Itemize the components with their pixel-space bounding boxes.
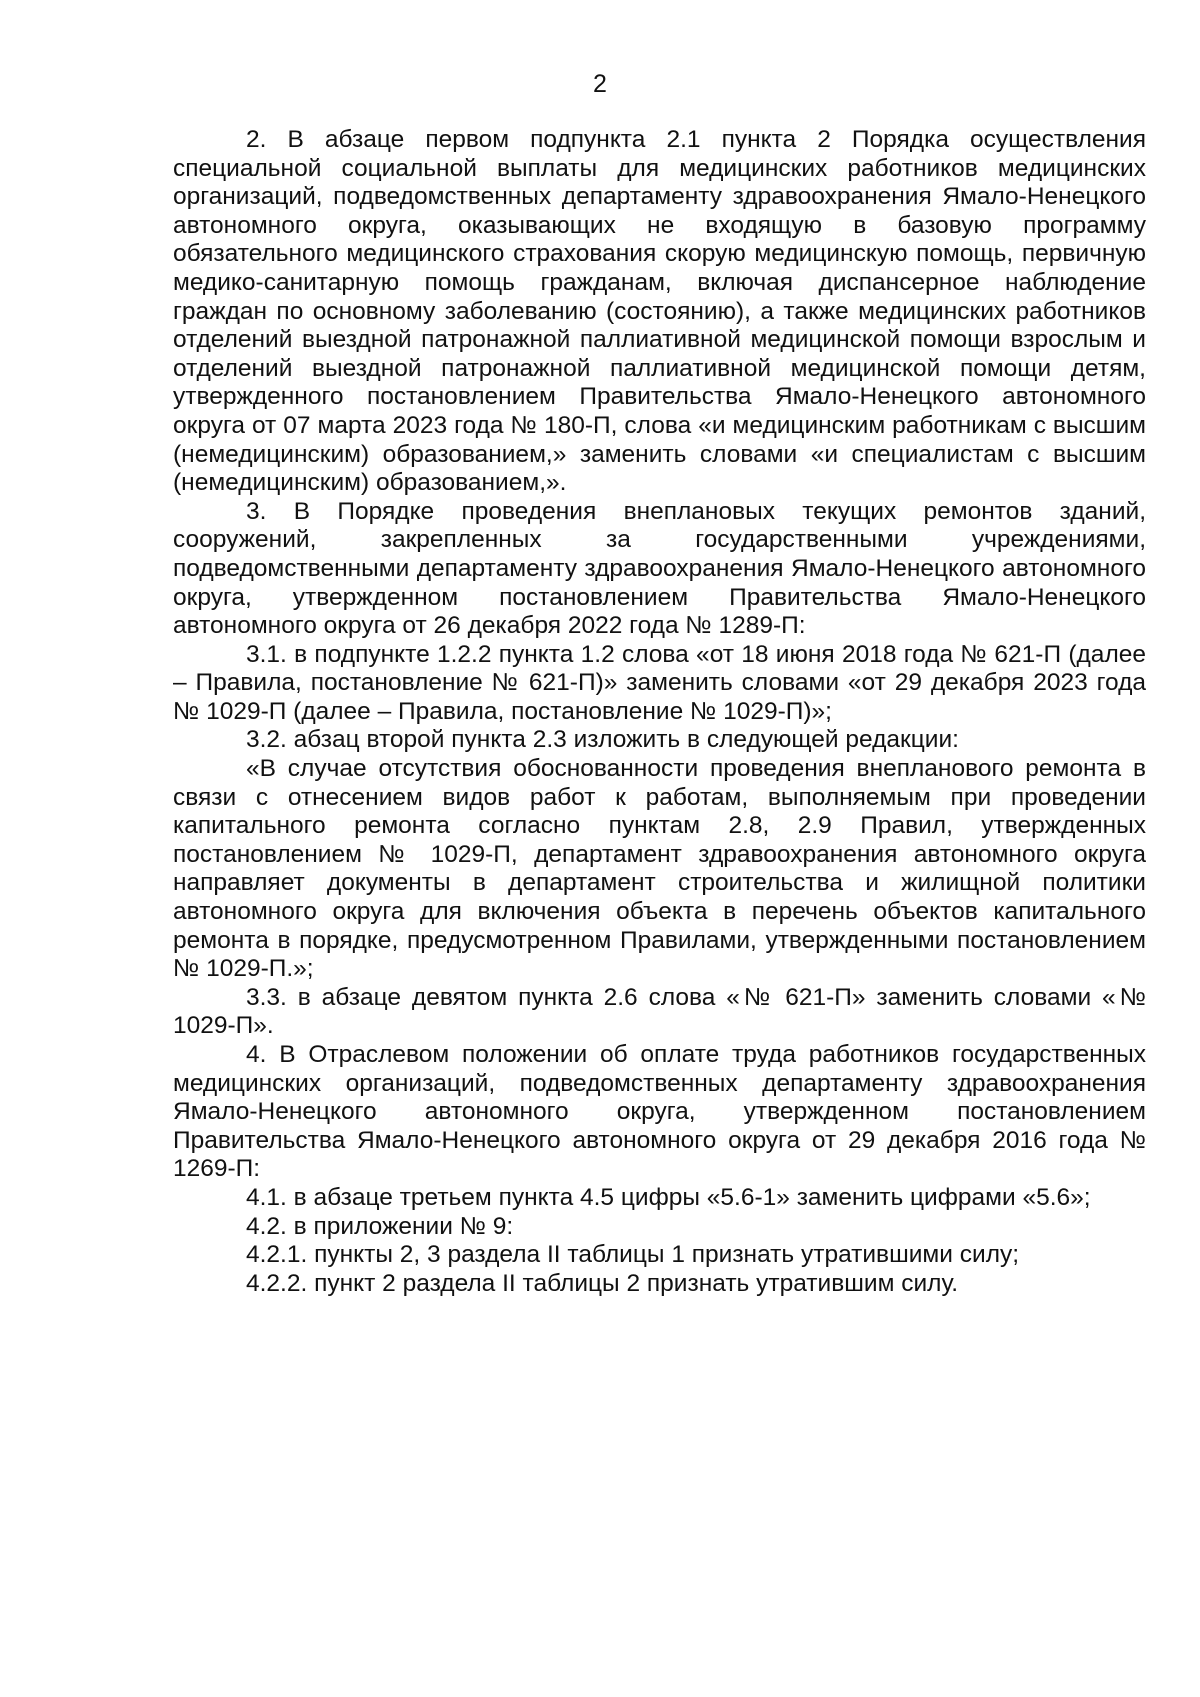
paragraph-quoted-text: «В случае отсутствия обоснованности проведения внепланового ремонта в связи с отнесением видов работ к работам, выполняемым при проведении капитального ремонта согласно пунктам 2.8, 2.9 Правил, утвержденных постановлением № 1029-П, департамент здравоохранения автономного округа направляет документы в департамент строительства и жилищной политики автономного округа для включения объекта в перечень объектов капитального ремонта в порядке, предусмотренном Правилами, утвержденными постановлением № 1029-П.»; bbox=[173, 755, 1146, 983]
paragraph-subitem-4-2-1: 4.2.1. пункты 2, 3 раздела II таблицы 1 признать утратившими силу; bbox=[246, 1241, 1020, 1269]
paragraph-subitem-4-2: 4.2. в приложении № 9: bbox=[246, 1212, 514, 1240]
paragraph-subitem-3-1: 3.1. в подпункте 1.2.2 пункта 1.2 слова «от 18 июня 2018 года № 621-П (далее – Правила, постановление № 621-П)» заменить словами «от 29 декабря 2023 года № 1029-П (далее – Правила, постановление № 1029-П)»; bbox=[173, 640, 1146, 725]
paragraph-item-4: 4. В Отраслевом положении об оплате труда работников государственных медицинских организаций, подведомственных департаменту здравоохранения Ямало-Ненецкого автономного округа, утвержденном постановлением Правительства Ямало-Ненецкого автономного округа от 29 декабря 2016 года № 1269-П: bbox=[173, 1041, 1146, 1183]
paragraph-subitem-4-2-2: 4.2.2. пункт 2 раздела II таблицы 2 признать утратившим силу. bbox=[246, 1269, 959, 1297]
paragraph-subitem-3-3: 3.3. в абзаце девятом пункта 2.6 слова «№ 621-П» заменить словами «№ 1029-П». bbox=[173, 983, 1146, 1040]
page-number: 2 bbox=[593, 70, 607, 98]
paragraph-item-2: 2. В абзаце первом подпункта 2.1 пункта 2 Порядка осуществления специальной социальной выплаты для медицинских работников медицинских организаций, подведомственных департаменту здравоохранения Ямало-Ненецкого автономного округа, оказывающих не входящую в базовую программу обязательного медицинского страхования скорую медицинскую помощь, первичную медико-санитарную помощь гражданам, включая диспансерное наблюдение граждан по основному заболеванию (состоянию), а также медицинских работников отделений выездной патронажной паллиативной медицинской помощи взрослым и отделений выездной патронажной паллиативной медицинской помощи детям, утвержденного постановлением Правительства Ямало-Ненецкого автономного округа от 07 марта 2023 года № 180-П, слова «и медицинским работникам с высшим (немедицинским) образованием,» заменить словами «и специалистам с высшим (немедицинским) образованием,». bbox=[173, 126, 1146, 497]
paragraph-item-3: 3. В Порядке проведения внеплановых текущих ремонтов зданий, сооружений, закрепленных за государственными учреждениями, подведомственными департаменту здравоохранения Ямало-Ненецкого автономного округа, утвержденном постановлением Правительства Ямало-Ненецкого автономного округа от 26 декабря 2022 года № 1289-П: bbox=[173, 497, 1146, 640]
document-body bbox=[173, 126, 1146, 1298]
paragraph-subitem-4-1: 4.1. в абзаце третьем пункта 4.5 цифры «5.6-1» заменить цифрами «5.6»; bbox=[246, 1183, 1091, 1211]
paragraph-subitem-3-2: 3.2. абзац второй пункта 2.3 изложить в следующей редакции: bbox=[246, 726, 959, 754]
